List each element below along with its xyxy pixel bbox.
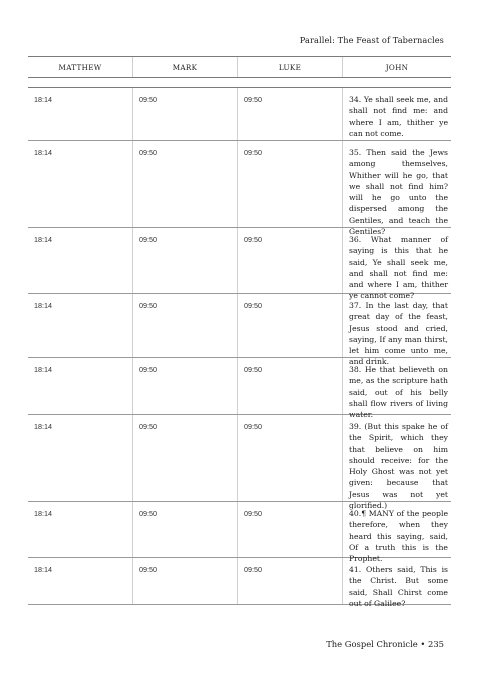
mark-ref: 09:50 [133,88,238,140]
mark-ref: 09:50 [133,141,238,227]
john-verse: 39. (But this spake he of the Spirit, which they that believe on him should receive: for the Holy Ghost was not yet given: because that Jesus was not yet glorified.) [349,422,448,511]
john-verse: 37. In the last day, that great day of the feast, Jesus stood and cried, saying, If any man thirst, let him come unto me, and drink. [349,301,448,367]
mark-ref: 09:50 [133,415,238,501]
luke-ref: 09:50 [238,141,343,227]
mark-ref: 09:50 [133,228,238,293]
page-footer: The Gospel Chronicle • 235 [326,639,444,649]
mark-ref: 09:50 [133,558,238,604]
matthew-ref: 18:14 [28,358,133,414]
matthew-ref: 18:14 [28,415,133,501]
table-row [28,502,451,564]
luke-ref: 09:50 [238,358,343,414]
table-row [28,415,451,511]
column-header-row [28,56,451,78]
matthew-ref: 18:14 [28,502,133,557]
table-row [28,358,451,420]
john-verse: 41. Others said, This is the Christ. But some said, Shall Chirst come out of Galilee? [349,565,448,608]
column-header-mark: MARK [133,57,238,77]
table-row [28,88,451,141]
luke-ref: 09:50 [238,558,343,604]
john-verse: 36. What manner of saying is this that he said, Ye shall seek me, and shall not find me: and where I am, thither ye cannot come? [349,235,448,301]
column-header-john: JOHN [385,62,409,72]
matthew-ref: 18:14 [28,141,133,227]
luke-ref: 09:50 [238,228,343,293]
luke-ref: 09:50 [238,502,343,557]
luke-ref: 09:50 [238,415,343,501]
matthew-ref: 18:14 [28,558,133,604]
mark-ref: 09:50 [133,358,238,414]
table-row [28,228,451,301]
luke-ref: 09:50 [238,88,343,140]
mark-ref: 09:50 [133,294,238,357]
column-header-matthew: MATTHEW [28,57,133,77]
parallel-table [28,87,451,608]
john-verse: 40.¶ MANY of the people therefore, when they heard this saying, said, Of a truth this is the Prophet. [349,509,448,564]
john-verse: 35. Then said the Jews among themselves, Whither will he go, that we shall not find him? will he go unto the dispersed among the Gentiles, and teach the Gentiles? [349,148,448,237]
matthew-ref: 18:14 [28,228,133,293]
running-title: Parallel: The Feast of Tabernacles [299,35,444,45]
matthew-ref: 18:14 [28,294,133,357]
table-row [28,141,451,237]
table-row [28,558,451,608]
john-verse: 38. He that believeth on me, as the scripture hath said, out of his belly shall flow rivers of living water. [349,365,448,420]
column-header-luke: LUKE [238,57,343,77]
mark-ref: 09:50 [133,502,238,557]
table-row [28,294,451,367]
matthew-ref: 18:14 [28,88,133,140]
luke-ref: 09:50 [238,294,343,357]
john-verse: 34. Ye shall seek me, and shall not find me: and where I am, thither ye can not come. [349,95,448,138]
